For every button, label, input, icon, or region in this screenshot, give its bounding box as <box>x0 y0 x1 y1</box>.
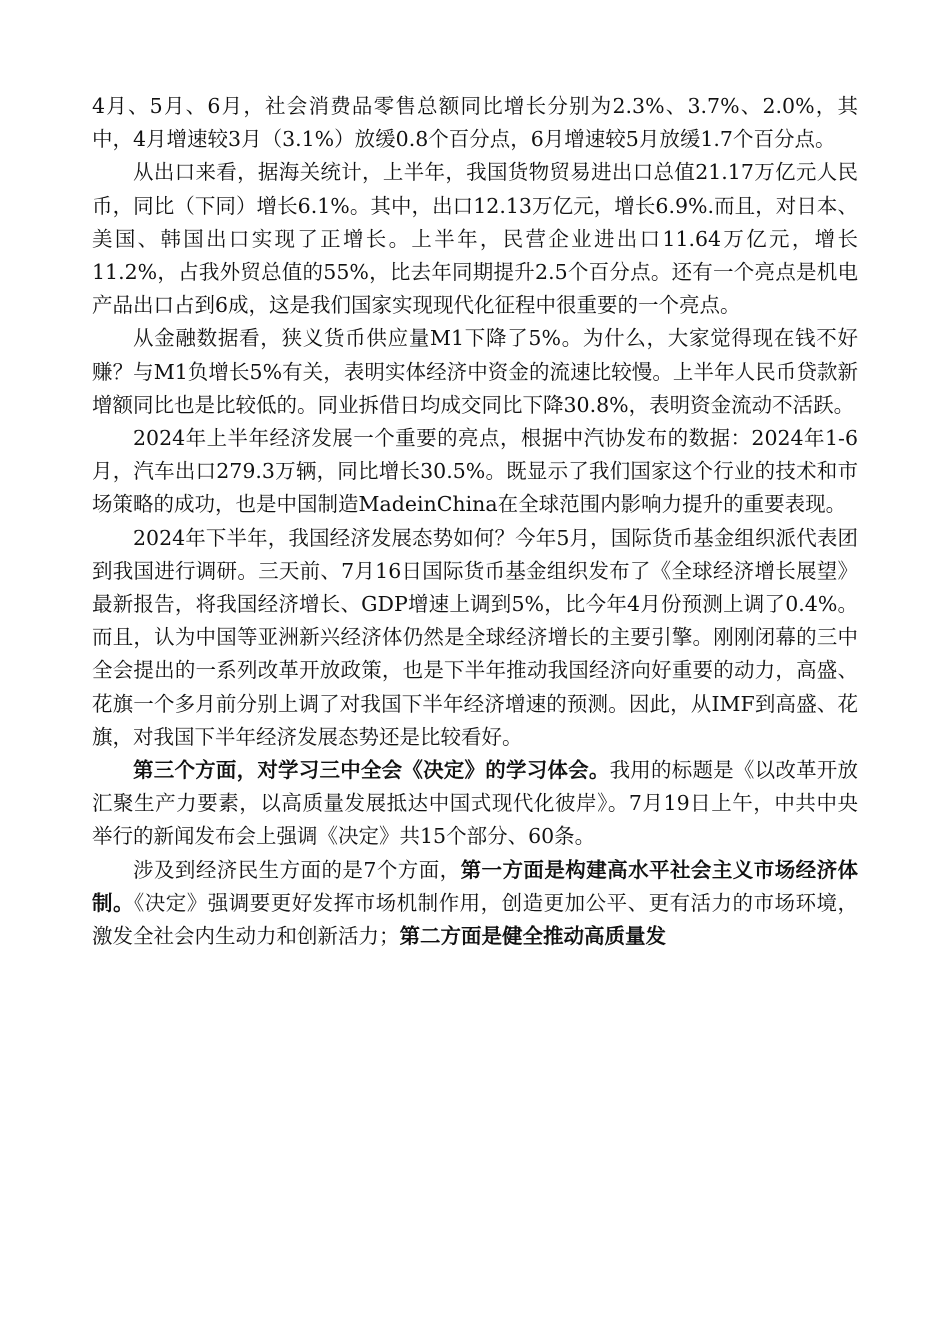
paragraph-seven-aspects <box>92 854 858 954</box>
bold-point-first: 第一方面是构建高水平社会主义市场经济体制。 <box>92 857 859 915</box>
paragraph-second-half-outlook <box>92 522 858 754</box>
paragraph-text: 我用的标题是《以改革开放汇聚生产力要素，以高质量发展抵达中国式现代化彼岸》。7月19日上午，中共中央举行的新闻发布会上强调《决定》共15个部分、60条。 <box>92 758 859 849</box>
bold-point-second: 第二方面是健全推动高质量发 <box>399 924 666 949</box>
paragraph-financial-data <box>92 322 858 422</box>
paragraph-text: 从金融数据看，狭义货币供应量M1下降了5%。为什么，大家觉得现在钱不好赚？与M1负增长5%有关，表明实体经济中资金的流速比较慢。上半年人民币贷款新增额同比也是比较低的。同业拆借日均成交同比下降30.8%，表明资金流动不活跃。 <box>92 326 858 417</box>
paragraph-exports <box>92 156 858 322</box>
paragraph-text: 2024年上半年经济发展一个重要的亮点，根据中汽协发布的数据：2024年1-6月，汽车出口279.3万辆，同比增长30.5%。既显示了我们国家这个行业的技术和市场策略的成功，也是中国制造MadeinChina在全球范围内影响力提升的重要表现。 <box>92 426 858 517</box>
paragraph-text: 4月、5月、6月，社会消费品零售总额同比增长分别为2.3%、3.7%、2.0%，其中，4月增速较3月（3.1%）放缓0.8个百分点，6月增速较5月放缓1.7个百分点。 <box>92 94 858 152</box>
paragraph-auto-exports <box>92 422 858 522</box>
paragraph-text: 2024年下半年，我国经济发展态势如何？今年5月，国际货币基金组织派代表团到我国进行调研。三天前、7月16日国际货币基金组织发布了《全球经济增长展望》最新报告，将我国经济增长、GDP增速上调到5%，比今年4月份预测上调了0.4%。而且，认为中国等亚洲新兴经济体仍然是全球经济增长的主要引擎。刚刚闭幕的三中全会提出的一系列改革开放政策，也是下半年推动我国经济向好重要的动力，高盛、花旗一个多月前分别上调了对我国下半年经济增速的预测。因此，从IMF到高盛、花旗，对我国下半年经济发展态势还是比较看好。 <box>92 525 858 749</box>
paragraph-retail-sales <box>92 90 858 156</box>
paragraph-third-aspect <box>92 754 858 854</box>
paragraph-text: 从出口来看，据海关统计，上半年，我国货物贸易进出口总值21.17万亿元人民币，同比（下同）增长6.1%。其中，出口12.13万亿元，增长6.9%.而且，对日本、美国、韩国出口实现了正增长。上半年，民营企业进出口11.64万亿元，增长11.2%，占我外贸总值的55%，比去年同期提升2.5个百分点。还有一个亮点是机电产品出口占到6成，这是我们国家实现现代化征程中很重要的一个亮点。 <box>92 160 858 318</box>
paragraph-text: 《决定》强调要更好发挥市场机制作用，创造更加公平、更有活力的市场环境，激发全社会内生动力和创新活力； <box>92 890 859 949</box>
section-heading: 第三个方面，对学习三中全会《决定》的学习体会。 <box>133 758 610 783</box>
paragraph-text: 涉及到经济民生方面的是7个方面， <box>133 857 461 882</box>
